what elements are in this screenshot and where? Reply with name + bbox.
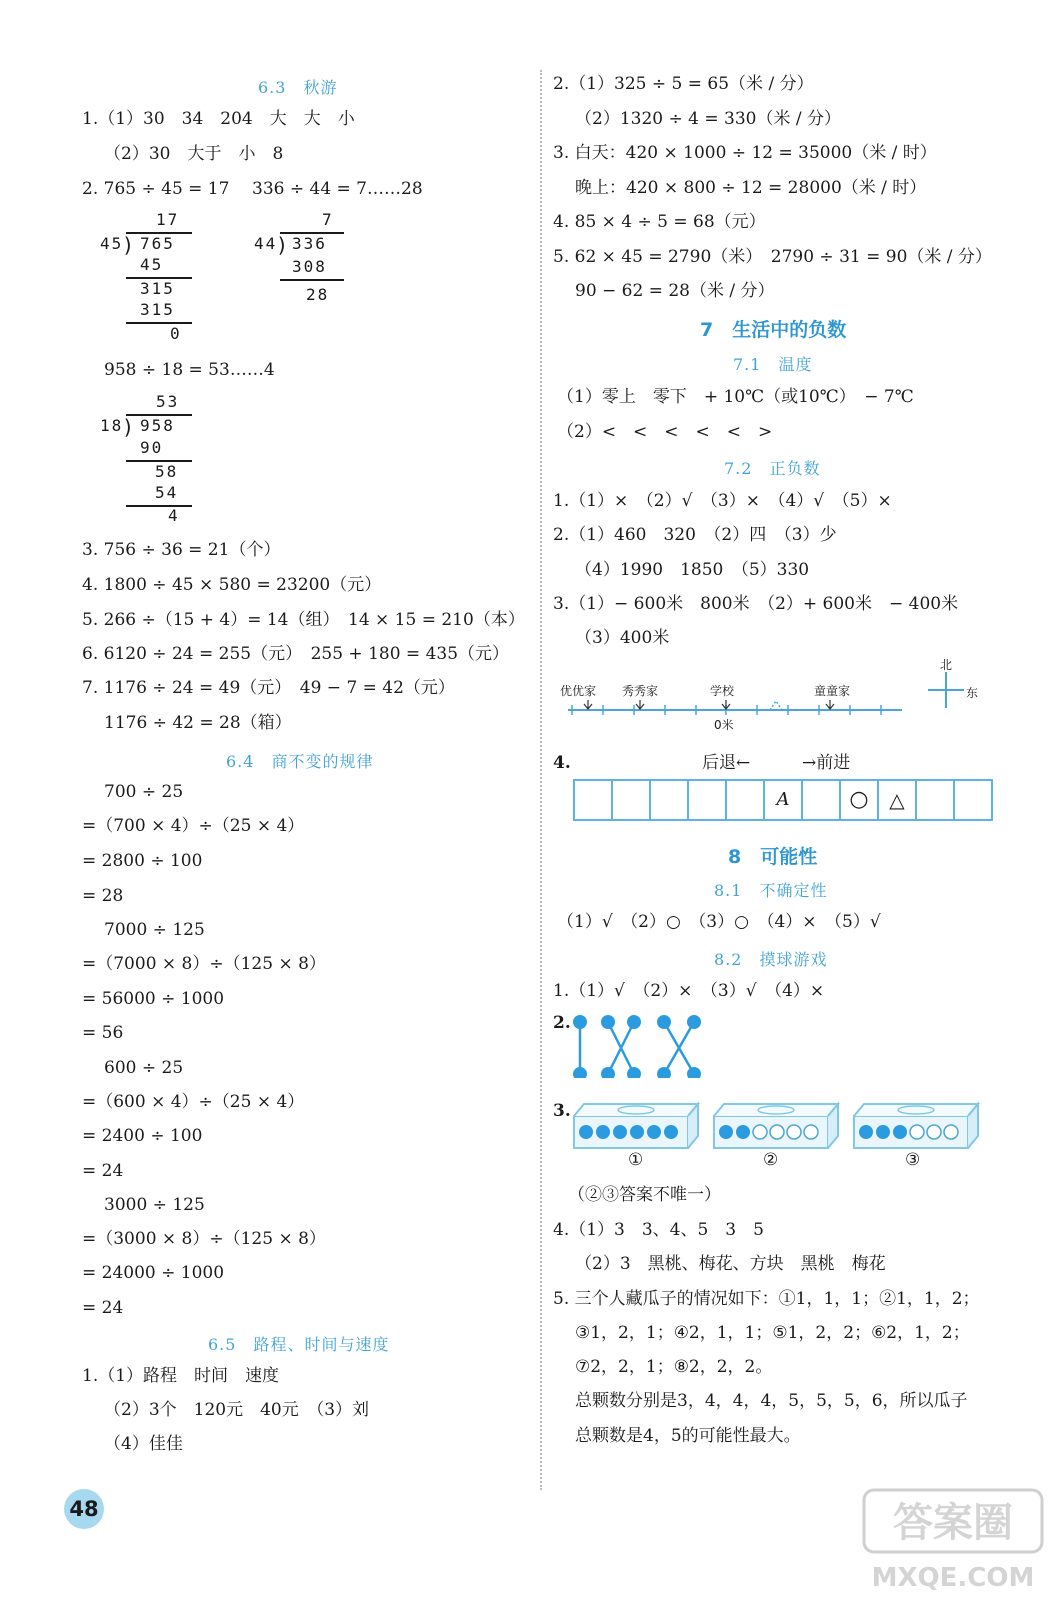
q2-eq2: 336 ÷ 44 = 7……28: [252, 179, 423, 199]
r-q2-line1: 2.（1）325 ÷ 5 = 65（米 / 分）: [553, 74, 814, 94]
filled-ball: [859, 1125, 873, 1139]
step: 45: [140, 255, 164, 274]
s82-q5-line5: 总颗数是4，5的可能性最大。: [575, 1426, 801, 1446]
column-divider: [540, 70, 542, 1490]
box-label-1: ①: [628, 1150, 644, 1170]
s82-q4-line1: 4.（1）3 3、4、5 3 5: [553, 1220, 764, 1240]
step: = 56: [82, 1023, 124, 1043]
divisor: 18: [100, 416, 124, 435]
s71-q2: （2）< < < < < >: [557, 422, 773, 442]
s82-q2-number: 2.: [553, 1013, 571, 1033]
filled-ball: [893, 1125, 907, 1139]
filled-ball: [630, 1125, 644, 1139]
empty-ball: [770, 1125, 784, 1139]
section-6-5-title: 6.5 路程、时间与速度: [208, 1335, 390, 1354]
section-8-2-title: 8.2 摸球游戏: [714, 950, 828, 969]
ball-connection-svg: [570, 1012, 710, 1078]
remainder: 28: [306, 285, 330, 304]
filled-ball: [719, 1125, 733, 1139]
s82-q5-line4: 总颗数分别是3，4，4，4，5，5，5，6，所以瓜子: [575, 1391, 968, 1411]
cell: [613, 781, 651, 819]
ball-box: [574, 1104, 698, 1148]
step: 58: [155, 462, 179, 481]
cell-circle: ○: [841, 781, 879, 819]
s72-q3-line1: 3.（1）− 600米 800米 （2）+ 600米 − 400米: [553, 594, 959, 614]
section-7-1-title: 7.1 温度: [733, 355, 813, 374]
q6: 6. 6120 ÷ 24 = 255（元） 255 + 180 = 435（元）: [82, 644, 510, 664]
r-q2-line2: （2）1320 ÷ 4 = 330（米 / 分）: [575, 109, 841, 129]
step: 90: [140, 438, 164, 457]
filled-ball: [664, 1125, 678, 1139]
step: 600 ÷ 25: [104, 1058, 184, 1078]
empty-ball: [804, 1125, 818, 1139]
step: 315: [140, 300, 175, 319]
dividend: 765: [140, 234, 175, 253]
dividend: 336: [292, 234, 327, 253]
step: = 24000 ÷ 1000: [82, 1263, 225, 1283]
quotient: 7: [322, 210, 334, 229]
cell: [917, 781, 955, 819]
filled-ball: [579, 1125, 593, 1139]
s81-q1: （1）√ （2）○ （3）○ （4）× （5）√: [557, 912, 881, 932]
r-q5-line2: 90 − 62 = 28（米 / 分）: [575, 281, 775, 301]
s82-q3-number: 3.: [553, 1101, 571, 1121]
empty-ball: [787, 1125, 801, 1139]
section-6-3-title: 6.3 秋游: [258, 78, 338, 97]
label-tongtong: 童童家: [814, 684, 851, 698]
step: = 24: [82, 1161, 124, 1181]
q2-eq1: 2. 765 ÷ 45 = 17: [82, 179, 230, 199]
s82-q4-line2: （2）3 黑桃、梅花、方块 黑桃 梅花: [575, 1254, 886, 1274]
page-number: 48: [64, 1489, 104, 1529]
q4-forward: →前进: [802, 753, 851, 773]
filled-ball: [736, 1125, 750, 1139]
divisor: 44: [254, 234, 278, 253]
s65-q1-line1: 1.（1）路程 时间 速度: [82, 1366, 280, 1386]
label-youyou: 优优家: [560, 684, 597, 698]
filled-ball: [647, 1125, 661, 1139]
boxes-svg: [570, 1098, 990, 1154]
divisor: 45: [100, 234, 124, 253]
cell: [955, 781, 991, 819]
empty-ball: [927, 1125, 941, 1139]
bracket: ): [122, 233, 137, 257]
s72-q1: 1.（1）× （2）√ （3）× （4）√ （5）×: [553, 491, 892, 511]
step: =（700 × 4）÷（25 × 4）: [82, 816, 305, 836]
s82-note: （②③答案不唯一）: [568, 1185, 721, 1205]
s82-q5-line2: ③1，2，1；④2，1，1；⑤1，2，2；⑥2，1，2；: [575, 1323, 970, 1343]
label-east: 东: [966, 686, 979, 700]
s72-q3-line2: （3）400米: [575, 628, 670, 648]
q7-line1: 7. 1176 ÷ 24 = 49（元） 49 − 7 = 42（元）: [82, 678, 455, 698]
cell: [803, 781, 841, 819]
q1-line2: （2）30 大于 小 8: [104, 144, 284, 164]
cell: [651, 781, 689, 819]
r-q3-line1: 3. 白天：420 × 1000 ÷ 12 = 35000（米 / 时）: [553, 143, 937, 163]
dividend: 958: [140, 416, 175, 435]
chapter-7-title: 7 生活中的负数: [700, 319, 847, 341]
step: = 2800 ÷ 100: [82, 851, 203, 871]
s65-q1-line3: （4）佳佳: [104, 1434, 183, 1454]
box-label-3: ③: [905, 1150, 921, 1170]
watermark-logo: [858, 1484, 1048, 1596]
step: 700 ÷ 25: [104, 782, 184, 802]
step: = 2400 ÷ 100: [82, 1126, 203, 1146]
cell-a: A: [765, 781, 803, 819]
number-line-diagram: [560, 652, 1000, 736]
section-6-4-title: 6.4 商不变的规律: [226, 752, 374, 771]
s72-q2-line2: （4）1990 1850 （5）330: [575, 560, 810, 580]
quotient: 17: [156, 210, 180, 229]
step: = 56000 ÷ 1000: [82, 989, 225, 1009]
empty-ball: [944, 1125, 958, 1139]
section-8-1-title: 8.1 不确定性: [714, 881, 828, 900]
rule: [126, 505, 192, 507]
q3: 3. 756 ÷ 36 = 21（个）: [82, 540, 281, 560]
q7-line2: 1176 ÷ 42 = 28（箱）: [104, 713, 292, 733]
step: 315: [140, 279, 175, 298]
q4: 4. 1800 ÷ 45 × 580 = 23200（元）: [82, 575, 382, 595]
bracket: ): [276, 233, 291, 257]
watermark-bottom: MXQE.COM: [871, 1563, 1035, 1593]
empty-ball: [753, 1125, 767, 1139]
ball-box: [714, 1104, 838, 1148]
step: 308: [292, 257, 327, 276]
step: 54: [155, 483, 179, 502]
rule: [126, 322, 192, 324]
q4-cell-row: [573, 779, 993, 821]
box-label-2: ②: [763, 1150, 779, 1170]
label-zero: 0米: [714, 718, 734, 732]
ball-connection-diagram: [570, 1012, 710, 1078]
cell: [575, 781, 613, 819]
step: =（7000 × 8）÷（125 × 8）: [82, 954, 326, 974]
ball-boxes: [570, 1098, 990, 1176]
section-7-2-title: 7.2 正负数: [724, 459, 821, 478]
rule: [280, 279, 344, 281]
filled-ball: [876, 1125, 890, 1139]
ball-box: [854, 1104, 978, 1148]
label-xiuxiu: 秀秀家: [622, 684, 659, 698]
chapter-8-title: 8 可能性: [728, 846, 818, 868]
r-q4: 4. 85 × 4 ÷ 5 = 68（元）: [553, 212, 766, 232]
bracket: ): [122, 415, 137, 439]
r-q3-line2: 晚上：420 × 800 ÷ 12 = 28000（米 / 时）: [575, 178, 927, 198]
q2-eq3: 958 ÷ 18 = 53……4: [104, 360, 275, 380]
remainder: 0: [170, 324, 182, 343]
q1-line1: 1.（1）30 34 204 大 大 小: [82, 109, 355, 129]
empty-ball: [910, 1125, 924, 1139]
watermark-top: 答案圈: [893, 1500, 1013, 1546]
cell: [727, 781, 765, 819]
q4-back: 后退←: [702, 753, 751, 773]
filled-ball: [613, 1125, 627, 1139]
r-q5-line1: 5. 62 × 45 = 2790（米） 2790 ÷ 31 = 90（米 / 分）: [553, 247, 992, 267]
s82-q5-line3: ⑦2，2，1；⑧2，2，2。: [575, 1357, 773, 1377]
s71-q1: （1）零上 零下 + 10℃（或10℃） − 7℃: [557, 387, 914, 407]
step: = 24: [82, 1298, 124, 1318]
watermark-svg: [858, 1484, 1048, 1596]
step: 7000 ÷ 125: [104, 920, 205, 940]
step: 3000 ÷ 125: [104, 1195, 205, 1215]
filled-ball: [596, 1125, 610, 1139]
step: =（3000 × 8）÷（125 × 8）: [82, 1229, 326, 1249]
label-school: 学校: [710, 684, 735, 698]
cell: [689, 781, 727, 819]
step: = 28: [82, 886, 124, 906]
s72-q4-number: 4.: [553, 753, 571, 773]
s65-q1-line2: （2）3个 120元 40元 （3）刘: [104, 1400, 370, 1420]
remainder: 4: [168, 506, 180, 525]
quotient: 53: [156, 392, 180, 411]
q5: 5. 266 ÷（15 + 4）= 14（组） 14 × 15 = 210（本）: [82, 610, 525, 630]
s72-q2-line1: 2.（1）460 320 （2）四 （3）少: [553, 525, 837, 545]
cell-triangle: △: [879, 781, 917, 819]
step: =（600 × 4）÷（25 × 4）: [82, 1092, 305, 1112]
label-north: 北: [940, 658, 953, 672]
s82-q1: 1.（1）√ （2）× （3）√ （4）×: [553, 981, 825, 1001]
s82-q5-line1: 5. 三个人藏瓜子的情况如下：①1，1，1；②1，1，2；: [553, 1289, 980, 1309]
